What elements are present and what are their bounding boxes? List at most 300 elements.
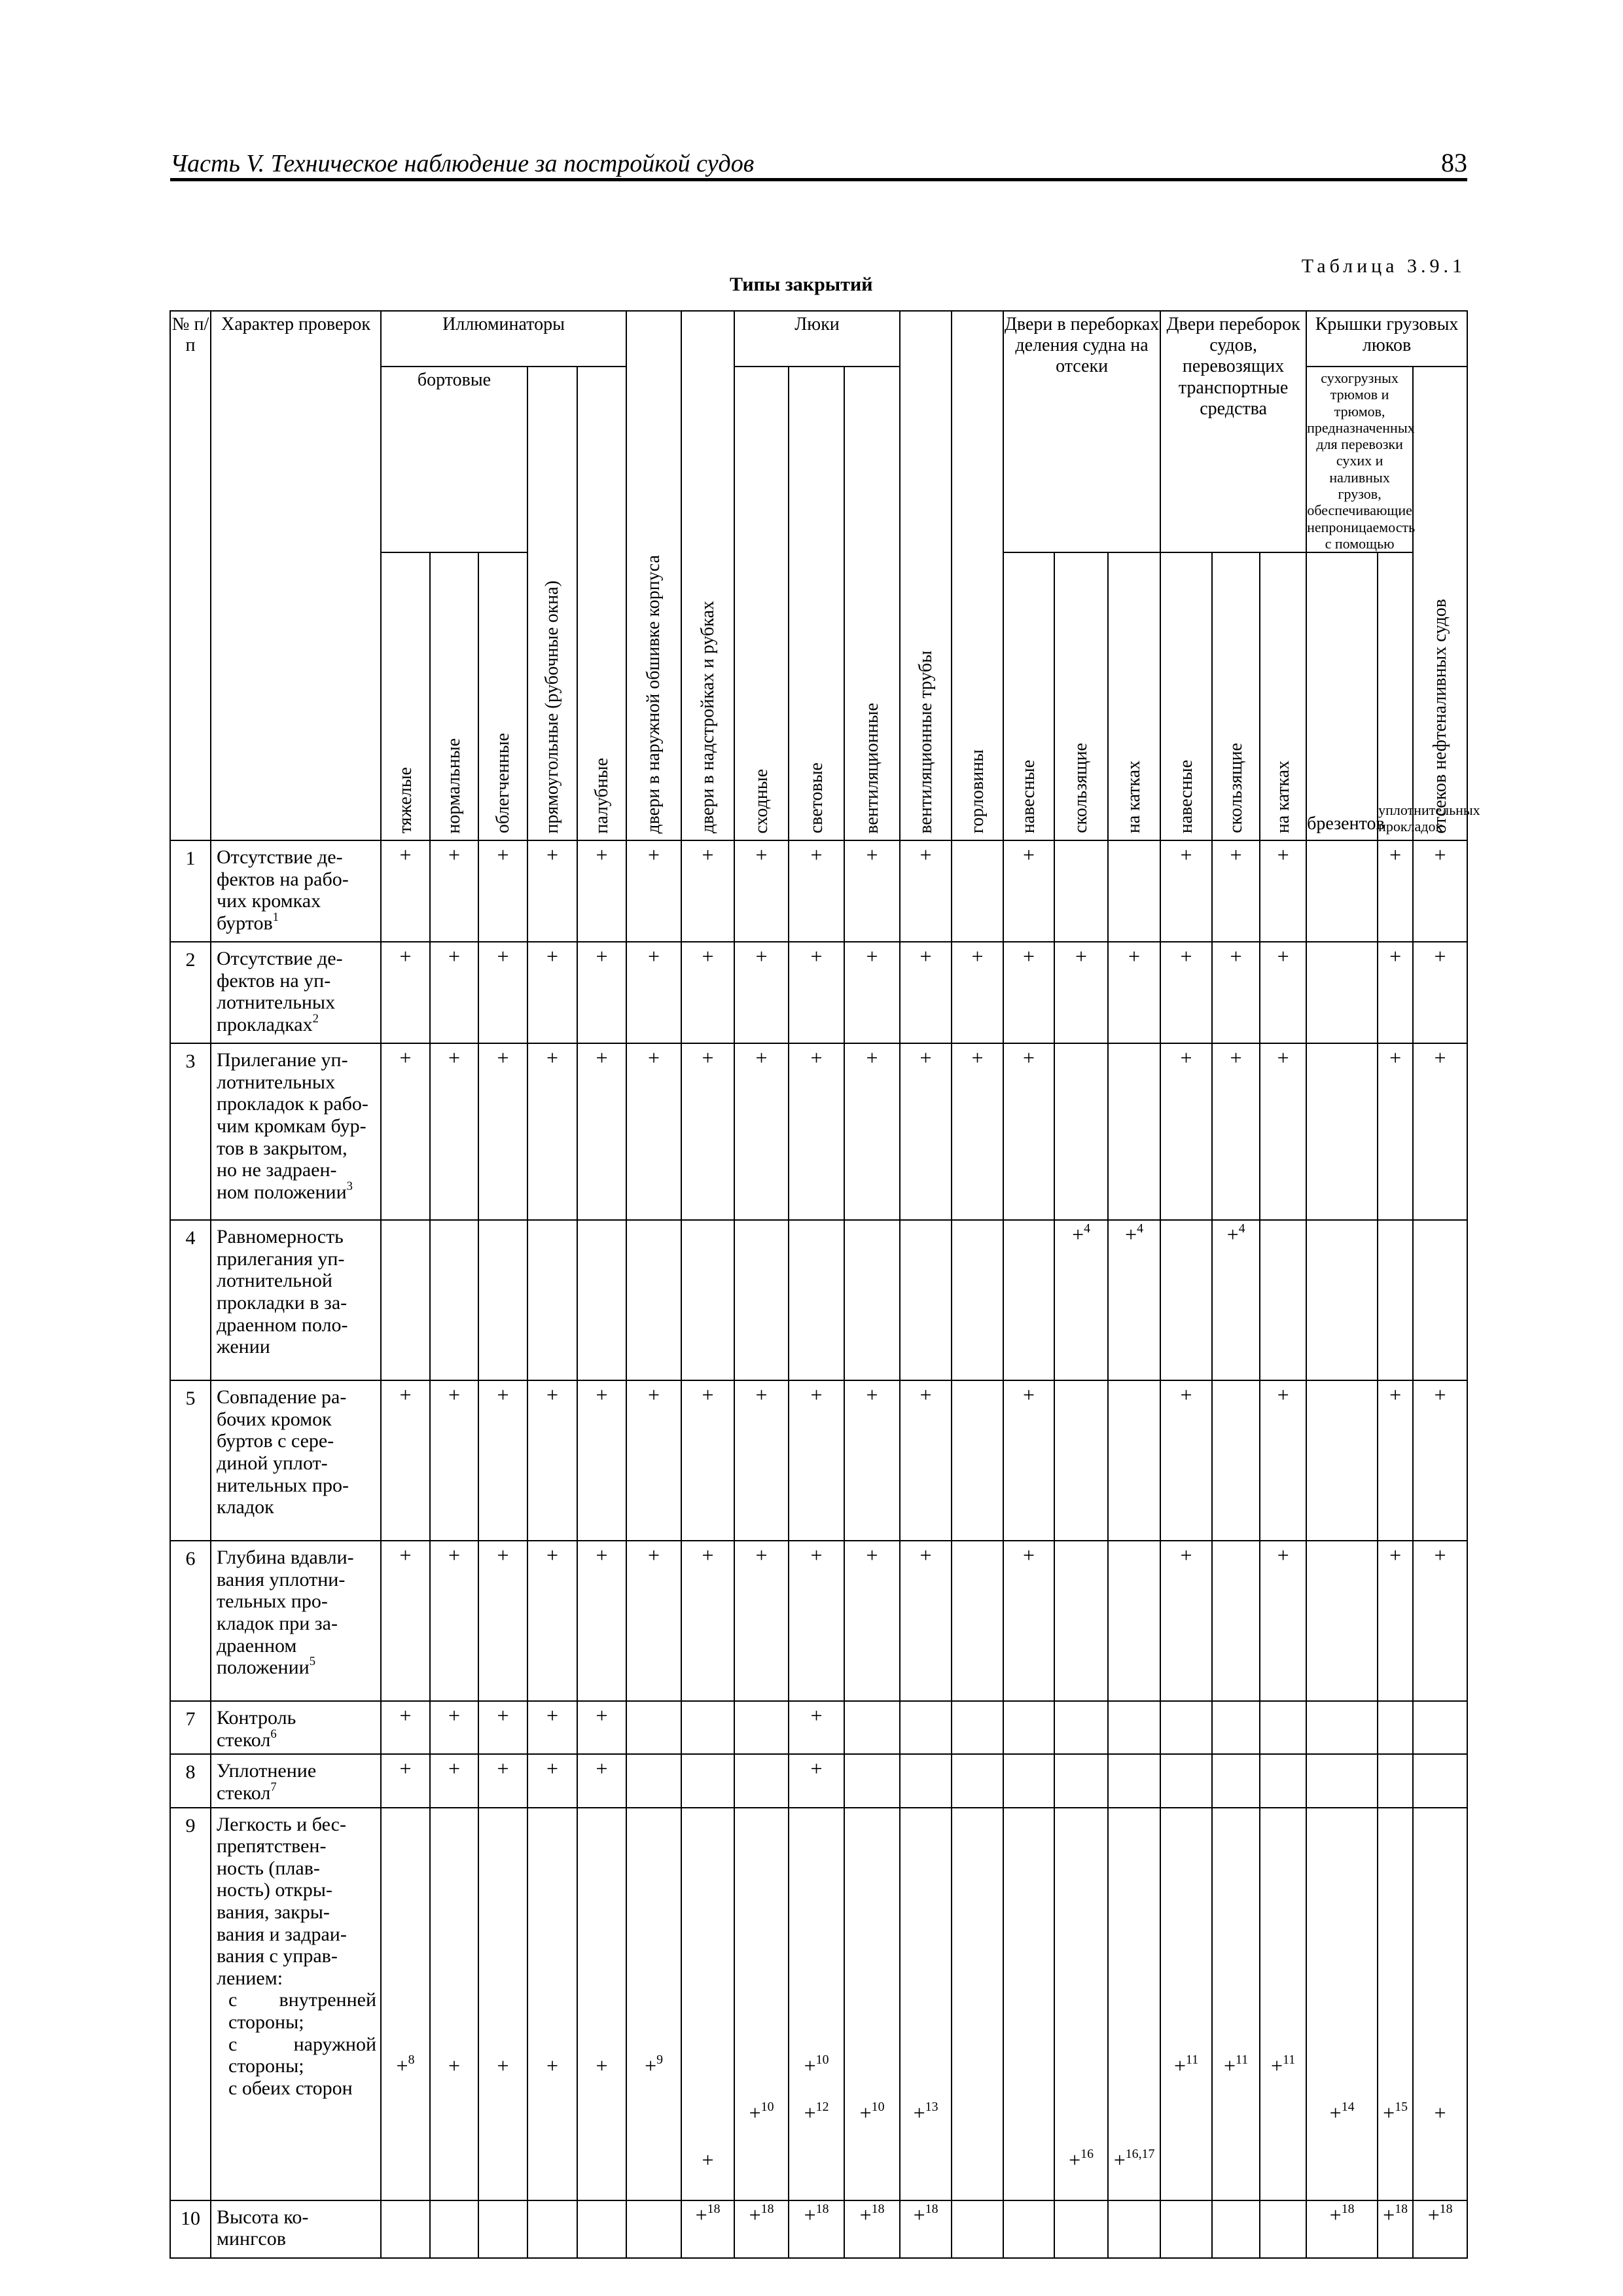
sub-mark-inner xyxy=(431,2054,478,2102)
mark-cell xyxy=(1306,1043,1378,1220)
col-header-sliding-1: скользящие xyxy=(1054,552,1108,840)
plus-sign: + xyxy=(399,1704,412,1728)
col-header-sliding-2: скользящие xyxy=(1212,552,1260,840)
description-line: Равномерность xyxy=(217,1226,344,1248)
mark-cell xyxy=(626,1754,681,1807)
sub-mark-stack xyxy=(431,2054,478,2200)
plus-sign: + xyxy=(1180,1543,1192,1568)
table-row xyxy=(170,840,1467,942)
row-number: 4 xyxy=(170,1220,211,1380)
table-row xyxy=(170,1220,1467,1380)
row-number: 10 xyxy=(170,2200,211,2258)
plus-sign: + xyxy=(971,944,984,969)
footnote-ref: 18 xyxy=(1341,2201,1355,2216)
col-header-vent: вентиляционные xyxy=(844,367,900,840)
check-mark xyxy=(382,1544,429,1568)
mark-cell xyxy=(1260,1220,1306,1380)
check-mark xyxy=(845,2201,899,2227)
description-line: ность) откры- xyxy=(217,1879,332,1901)
mark-cell xyxy=(1108,2200,1160,2258)
sub-mark-both xyxy=(479,2149,527,2196)
plus-sign: + xyxy=(497,1757,509,1781)
mark-cell xyxy=(789,1754,844,1807)
col-header-rollers-2: на катках xyxy=(1260,552,1306,840)
mark-cell xyxy=(1054,1754,1108,1807)
plus-sign: + xyxy=(702,843,714,867)
mark-cell xyxy=(1160,2200,1212,2258)
footnote-ref: 18 xyxy=(871,2201,885,2216)
check-mark xyxy=(1260,945,1306,969)
plus-sign: + xyxy=(1383,2202,1395,2227)
description-line: вания уплотни- xyxy=(217,1568,346,1590)
footnote-ref: 18 xyxy=(760,2201,774,2216)
sub-mark-outer xyxy=(627,2102,681,2149)
check-mark xyxy=(1055,1223,1107,1247)
col-header-vent-pipes: вентиляционные трубы xyxy=(900,311,952,840)
row-description xyxy=(211,1808,381,2200)
plus-sign: + xyxy=(1069,2147,1081,2172)
footnote-ref: 11 xyxy=(1283,2052,1296,2067)
sub-mark-stack xyxy=(845,2054,899,2200)
footnote-ref: 4 xyxy=(1238,1221,1245,1236)
footnote-ref: 10 xyxy=(760,2099,774,2114)
col-header-light: облегченные xyxy=(478,552,527,840)
mark-cell xyxy=(527,1701,577,1754)
check-mark xyxy=(1161,2054,1211,2078)
check-mark xyxy=(479,844,527,867)
check-mark xyxy=(845,945,899,969)
mark-cell xyxy=(900,1380,952,1541)
check-mark xyxy=(431,1544,478,1568)
description-line: препятствен- xyxy=(217,1835,327,1857)
mark-cell xyxy=(478,1220,527,1380)
check-mark xyxy=(789,1544,844,1568)
mark-cell xyxy=(1054,2200,1108,2258)
sub-mark-stack xyxy=(479,2054,527,2200)
check-mark xyxy=(845,2099,899,2125)
mark-cell xyxy=(1003,942,1054,1043)
plus-sign: + xyxy=(497,1543,509,1568)
check-mark xyxy=(1004,945,1054,969)
mark-cell xyxy=(681,1220,734,1380)
mark-cell xyxy=(478,1380,527,1541)
mark-cell xyxy=(1413,1754,1467,1807)
sub-mark-inner xyxy=(382,2054,429,2102)
mark-cell xyxy=(1160,1220,1212,1380)
sub-mark-both xyxy=(1414,2149,1467,2196)
sub-mark-stack xyxy=(682,2054,734,2200)
table-caption: Типы закрытий xyxy=(730,274,873,295)
mark-cell xyxy=(734,1043,789,1220)
sub-mark-outer xyxy=(1109,2102,1160,2149)
sub-mark-inner xyxy=(1109,2054,1160,2102)
sub-mark-stack xyxy=(528,2054,577,2200)
mark-cell xyxy=(626,1701,681,1754)
mark-cell xyxy=(626,1541,681,1701)
mark-cell xyxy=(577,840,626,942)
check-mark xyxy=(1161,1544,1211,1568)
footnote-ref: 8 xyxy=(408,2052,415,2067)
mark-cell xyxy=(1054,840,1108,942)
footnote-ref: 9 xyxy=(656,2052,664,2067)
mark-cell xyxy=(577,1754,626,1807)
plus-sign: + xyxy=(810,944,823,969)
sub-mark-both xyxy=(1213,2149,1259,2196)
mark-cell xyxy=(626,1380,681,1541)
plus-sign: + xyxy=(755,944,768,969)
mark-cell xyxy=(1003,1380,1054,1541)
mark-cell xyxy=(577,1701,626,1754)
mark-cell xyxy=(1378,942,1413,1043)
mark-cell xyxy=(952,2200,1003,2258)
plus-sign: + xyxy=(399,843,412,867)
page-number: 83 xyxy=(1441,148,1467,177)
description-line: но не задраен- xyxy=(217,1159,337,1181)
check-mark xyxy=(528,1704,577,1728)
check-mark xyxy=(1414,2102,1467,2125)
row-description xyxy=(211,840,381,942)
mark-cell xyxy=(527,942,577,1043)
check-mark xyxy=(578,1544,626,1568)
plus-sign: + xyxy=(546,1383,559,1407)
check-mark xyxy=(1004,1384,1054,1407)
check-mark xyxy=(431,844,478,867)
description-line: прокладок к рабо- xyxy=(217,1093,368,1115)
check-mark xyxy=(479,1704,527,1728)
plus-sign: + xyxy=(866,1543,878,1568)
check-mark xyxy=(1378,844,1412,867)
plus-sign: + xyxy=(1180,944,1192,969)
mark-cell xyxy=(527,1754,577,1807)
mark-cell xyxy=(577,2200,626,2258)
description-line: Отсутствие де- xyxy=(217,948,343,970)
mark-cell xyxy=(1260,1043,1306,1220)
sub-mark-outer xyxy=(1161,2102,1211,2149)
plus-sign: + xyxy=(1434,843,1446,867)
plus-sign: + xyxy=(1329,2202,1342,2227)
check-mark xyxy=(901,2099,951,2125)
sub-mark-both xyxy=(1307,2149,1377,2196)
footnote-ref: 18 xyxy=(707,2201,721,2216)
mark-cell xyxy=(681,1754,734,1807)
description-line: Совпадение ра- xyxy=(217,1386,347,1408)
plus-sign: + xyxy=(755,1383,768,1407)
check-mark xyxy=(789,2201,844,2227)
plus-sign: + xyxy=(804,2202,816,2227)
mark-cell xyxy=(527,840,577,942)
mark-cell xyxy=(1378,1754,1413,1807)
description-line: буртов xyxy=(217,912,273,935)
check-mark xyxy=(1414,844,1467,867)
plus-sign: + xyxy=(866,944,878,969)
check-mark xyxy=(789,1757,844,1781)
plus-sign: + xyxy=(1277,944,1289,969)
plus-sign: + xyxy=(596,1757,608,1781)
sub-mark-inner xyxy=(1260,2054,1306,2102)
mark-cell xyxy=(1212,1754,1260,1807)
mark-cell xyxy=(1212,840,1260,942)
mark-cell xyxy=(844,1220,900,1380)
check-mark xyxy=(528,844,577,867)
mark-cell xyxy=(1260,1754,1306,1807)
sub-mark-inner xyxy=(845,2054,899,2102)
sub-mark-inner xyxy=(682,2054,734,2102)
mark-cell xyxy=(527,2200,577,2258)
sub-mark-outer xyxy=(952,2102,1003,2149)
check-mark xyxy=(528,1544,577,1568)
plus-sign: + xyxy=(1434,944,1446,969)
description-line: Легкость и бес- xyxy=(217,1813,346,1835)
sub-mark-stack xyxy=(735,2054,788,2200)
check-mark xyxy=(952,945,1003,969)
mark-cell xyxy=(900,1043,952,1220)
mark-cell xyxy=(381,840,430,942)
sub-mark-both xyxy=(578,2149,626,2196)
sub-mark-stack xyxy=(1109,2054,1160,2200)
mark-cell xyxy=(1108,1754,1160,1807)
mark-cell xyxy=(1260,1380,1306,1541)
plus-sign: + xyxy=(596,944,608,969)
mark-cell xyxy=(577,1808,626,2200)
table-row xyxy=(170,1808,1467,2200)
mark-cell xyxy=(1413,1808,1467,2200)
description-line: чим кромкам бур- xyxy=(217,1115,366,1138)
mark-cell xyxy=(1212,942,1260,1043)
check-mark xyxy=(431,1384,478,1407)
description-line: жении xyxy=(217,1336,270,1358)
table-label: Таблица 3.9.1 xyxy=(1301,255,1466,277)
check-mark xyxy=(528,945,577,969)
description-line: Глубина вдавли- xyxy=(217,1547,354,1569)
check-mark xyxy=(1109,2146,1160,2172)
sub-mark-stack xyxy=(382,2054,429,2200)
sub-mark-outer xyxy=(682,2102,734,2149)
sub-mark-inner xyxy=(1055,2054,1107,2102)
check-mark xyxy=(1260,1047,1306,1070)
group-header-hatch-covers: Крышки грузовых люков xyxy=(1306,311,1467,367)
mark-cell xyxy=(900,942,952,1043)
mark-cell xyxy=(1212,1701,1260,1754)
plus-sign: + xyxy=(1277,1383,1289,1407)
mark-cell xyxy=(734,1220,789,1380)
plus-sign: + xyxy=(810,1383,823,1407)
check-mark xyxy=(382,1384,429,1407)
mark-cell xyxy=(844,1380,900,1541)
plus-sign: + xyxy=(448,1757,461,1781)
mark-cell xyxy=(789,942,844,1043)
mark-cell xyxy=(789,1220,844,1380)
sub-mark-outer xyxy=(528,2102,577,2149)
check-mark xyxy=(1307,2201,1377,2227)
check-mark xyxy=(382,1704,429,1728)
check-mark xyxy=(627,945,681,969)
mark-cell xyxy=(1003,1701,1054,1754)
plus-sign: + xyxy=(913,2202,925,2227)
mark-cell xyxy=(952,1220,1003,1380)
mark-cell xyxy=(1378,1380,1413,1541)
plus-sign: + xyxy=(399,1543,412,1568)
footnote-ref: 1 xyxy=(272,910,279,925)
row-description xyxy=(211,1043,381,1220)
sub-mark-both xyxy=(528,2149,577,2196)
plus-sign: + xyxy=(866,1046,878,1070)
mark-cell xyxy=(1413,840,1467,942)
mark-cell xyxy=(381,1380,430,1541)
mark-cell xyxy=(789,1380,844,1541)
check-mark xyxy=(789,2054,844,2078)
plus-sign: + xyxy=(810,843,823,867)
mark-cell xyxy=(1306,1380,1378,1541)
footnote-ref: 4 xyxy=(1084,1221,1091,1236)
mark-cell xyxy=(527,1808,577,2200)
mark-cell xyxy=(430,1220,478,1380)
mark-cell xyxy=(952,840,1003,942)
plus-sign: + xyxy=(810,1046,823,1070)
mark-cell xyxy=(381,1541,430,1701)
plus-sign: + xyxy=(399,1757,412,1781)
mark-cell xyxy=(734,1701,789,1754)
plus-sign: + xyxy=(859,2100,872,2125)
check-mark xyxy=(901,945,951,969)
check-mark xyxy=(627,1544,681,1568)
mark-cell xyxy=(1212,1541,1260,1701)
description-last xyxy=(217,912,376,935)
check-mark xyxy=(735,2099,788,2125)
check-mark xyxy=(382,945,429,969)
plus-sign: + xyxy=(804,2053,816,2077)
plus-sign: + xyxy=(919,1046,932,1070)
mark-cell xyxy=(430,1808,478,2200)
description-line: чих кромках xyxy=(217,890,321,912)
plus-sign: + xyxy=(497,944,509,969)
check-mark xyxy=(1213,1047,1259,1070)
footnote-ref: 4 xyxy=(1137,1221,1144,1236)
mark-cell xyxy=(527,1380,577,1541)
mark-cell xyxy=(844,1754,900,1807)
mark-cell xyxy=(1160,1380,1212,1541)
footnote-ref: 16 xyxy=(1080,2146,1094,2161)
mark-cell xyxy=(381,1220,430,1380)
row-description xyxy=(211,942,381,1043)
sub-mark-outer xyxy=(1213,2102,1259,2149)
footnote-ref: 18 xyxy=(815,2201,829,2216)
description-line: тельных про- xyxy=(217,1590,328,1613)
plus-sign: + xyxy=(859,2202,872,2227)
plus-sign: + xyxy=(546,1704,559,1728)
check-mark xyxy=(1260,2054,1306,2078)
mark-cell xyxy=(478,1808,527,2200)
check-mark xyxy=(578,844,626,867)
mark-cell xyxy=(478,1541,527,1701)
check-mark xyxy=(952,1047,1003,1070)
plus-sign: + xyxy=(1180,1383,1192,1407)
check-mark xyxy=(1161,844,1211,867)
plus-sign: + xyxy=(1023,1383,1035,1407)
group-header-bulkhead-doors: Двери в переборках деления судна на отсеки xyxy=(1003,311,1160,552)
description-line: ность (плав- xyxy=(217,1857,320,1879)
plus-sign: + xyxy=(448,1543,461,1568)
mark-cell xyxy=(1160,1754,1212,1807)
mark-cell xyxy=(1378,2200,1413,2258)
plus-sign: + xyxy=(596,1704,608,1728)
sub-mark-inner xyxy=(627,2054,681,2102)
description-line: драенном поло- xyxy=(217,1314,348,1336)
group-header-hatches: Люки xyxy=(734,311,900,367)
check-mark xyxy=(1004,1047,1054,1070)
check-mark xyxy=(1260,844,1306,867)
plus-sign: + xyxy=(399,1046,412,1070)
plus-sign: + xyxy=(755,843,768,867)
mark-cell xyxy=(681,1380,734,1541)
mark-cell xyxy=(430,1701,478,1754)
mark-cell xyxy=(381,1701,430,1754)
description-line: диной уплот- xyxy=(217,1452,328,1475)
plus-sign: + xyxy=(1226,1223,1239,1247)
sub-mark-inner xyxy=(1378,2054,1412,2102)
col-header-heavy: тяжелые xyxy=(381,552,430,840)
mark-cell xyxy=(478,840,527,942)
mark-cell xyxy=(952,1541,1003,1701)
mark-cell xyxy=(1003,1043,1054,1220)
mark-cell xyxy=(1108,1043,1160,1220)
sub-mark-outer xyxy=(1004,2102,1054,2149)
check-mark xyxy=(789,1704,844,1728)
plus-sign: + xyxy=(648,1383,660,1407)
check-mark xyxy=(845,1047,899,1070)
col-header-tarp: брезентов xyxy=(1306,552,1378,840)
footnote-ref: 2 xyxy=(312,1012,319,1026)
sub-mark-inner xyxy=(952,2054,1003,2102)
row-description xyxy=(211,1541,381,1701)
running-header xyxy=(170,147,1467,178)
footnote-ref: 3 xyxy=(346,1179,353,1193)
mark-cell xyxy=(1003,840,1054,942)
description-last xyxy=(217,1657,376,1679)
footnote-ref: 11 xyxy=(1236,2052,1249,2067)
plus-sign: + xyxy=(497,843,509,867)
footnote-ref: 18 xyxy=(925,2201,938,2216)
plus-sign: + xyxy=(399,944,412,969)
mark-cell xyxy=(1003,1754,1054,1807)
plus-sign: + xyxy=(1180,1046,1192,1070)
description-line: мингсов xyxy=(217,2228,286,2250)
check-mark xyxy=(431,1047,478,1070)
mark-cell xyxy=(900,1808,952,2200)
sub-mark-inner xyxy=(578,2054,626,2102)
header-rule xyxy=(170,178,1467,181)
description-last xyxy=(217,1729,376,1751)
mark-cell xyxy=(1160,1808,1212,2200)
mark-cell xyxy=(1160,1043,1212,1220)
mark-cell xyxy=(626,942,681,1043)
plus-sign: + xyxy=(497,1704,509,1728)
plus-sign: + xyxy=(1427,2202,1440,2227)
mark-cell xyxy=(844,1043,900,1220)
plus-sign: + xyxy=(1023,1543,1035,1568)
mark-cell xyxy=(430,1043,478,1220)
mark-cell xyxy=(478,942,527,1043)
sub-mark-stack xyxy=(1213,2054,1259,2200)
plus-sign: + xyxy=(1383,2100,1395,2125)
plus-sign: + xyxy=(596,2053,608,2077)
check-mark xyxy=(431,1757,478,1781)
mark-cell xyxy=(1212,1380,1260,1541)
plus-sign: + xyxy=(1023,1046,1035,1070)
mark-cell xyxy=(900,840,952,942)
check-mark xyxy=(789,1384,844,1407)
row-number: 3 xyxy=(170,1043,211,1220)
plus-sign: + xyxy=(648,1046,660,1070)
